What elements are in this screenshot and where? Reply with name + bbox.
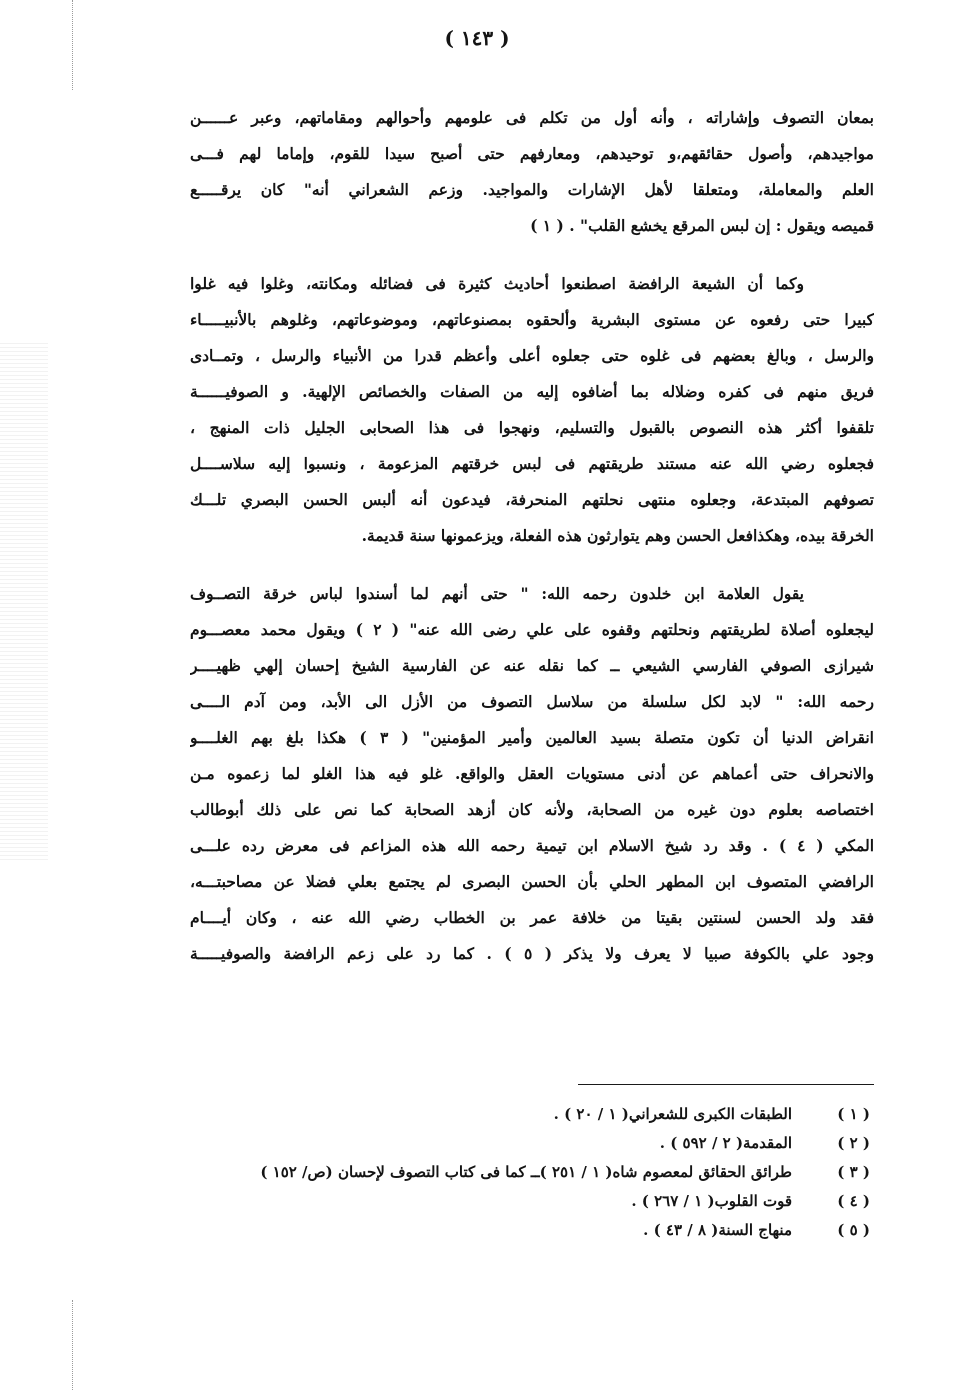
footnote <box>170 1100 870 1129</box>
text-line: يقول العلامة ابن خلدون رحمه الله: " حتى أنهم لما أسندوا لباس خرقة التصــوف <box>190 584 804 603</box>
footnote-number: ( ٤ ) <box>837 1192 870 1210</box>
text-line: وكما أن الشيعة الرافضة اصطنعوا أحاديث كثيرة فى فضائله ومكانته، وغلوا فيه غلوا <box>190 274 804 293</box>
text-line: والانحراف حتى أعماهم عن أدنى مستويات العقل والواقع. غلو فيه هذا الغلو لما زعموه مـن <box>190 764 874 783</box>
footnote <box>170 1187 870 1216</box>
text-line: تلقفوا أكثر هذه النصوص بالقبول والتسليم، ونهجوا فى هذا الصحابى الجليل ذات المنهج ، <box>190 418 874 437</box>
body-text <box>190 100 874 994</box>
footnotes <box>170 1100 870 1245</box>
text-line: اختصاصه بعلوم دون غيره من الصحابة، ولأنه كان أزهد الصحابة كما نص على ذلك أبوطالب <box>190 800 874 819</box>
text-line: فجعلوه رضي الله عنه مستند طريقتهم فى لبس خرقتهم المزعومة ، ونسبوا إليه سلاســــل <box>190 454 874 473</box>
text-line: المكي ( ٤ ) . وقد رد شيخ الاسلام ابن تيمية رحمه الله هذه المزاعم فى معرض رده علـــى <box>190 836 874 855</box>
text-line: فريق منهم فى كفره وضلاله بما أضافوه إليه من الصفات والخصائص الإلهية. و الصوفيــــــة <box>190 382 874 401</box>
text-line: شيرازى الصوفي الفارسي الشيعي ــ كما نقله عنه عن الفارسية الشيخ إحسان إلهي ظهيــــر <box>190 656 874 675</box>
footnote-number: ( ١ ) <box>837 1105 870 1123</box>
footnote-number: ( ٢ ) <box>837 1134 870 1152</box>
text-line: الخرقة بيده، وهكذافعل الحسن وهم يتوارثون هذه الفعلة، ويزعمونها سنة قديمة. <box>361 526 874 545</box>
text-line: انقراض الدنيا أن تكون متصلة بسيد العالمين وأمير المؤمنين" ( ٣ ) هكذا بلغ بهم الغلــــو <box>190 728 874 747</box>
footnote <box>170 1129 870 1158</box>
footnote-text: المقدمة( ٢ / ٥٩٢ ) . <box>659 1134 792 1152</box>
text-line: ليجعلوه أصلاة لطريقتهم ونحلتهم وقفوه على علي رضى الله عنه" ( ٢ ) ويقول محمد معصـــوم <box>190 620 874 639</box>
footnote-text: منهاج السنة( ٨ / ٤٣ ) . <box>643 1221 792 1239</box>
text-line: وجود علي بالكوفة صبيا لا يعرف ولا يذكر ( ٥ ) . كما رد على زعم الرافضة والصوفيـــــة <box>190 944 874 963</box>
footnote-text: قوت القلوب( ١ / ٢٦٧ ) . <box>631 1192 792 1210</box>
page-number: ( ١٤٣ ) <box>444 26 510 50</box>
paragraph-1 <box>190 100 874 244</box>
footnote-number: ( ٣ ) <box>837 1163 870 1181</box>
footnote-text: طرائق الحقائق لمعصوم شاه( ١ / ٢٥١ )ــ كما فى كتاب التصوف لإحسان (ص/ ١٥٢ ) <box>260 1163 792 1181</box>
text-line: فقد ولد الحسن لسنتين بقيتا من خلافة عمر بن الخطاب رضي الله عنه ، وكان أيــــام <box>190 908 874 927</box>
footnote-number: ( ٥ ) <box>837 1221 870 1239</box>
text-line: بمعان التصوف وإشاراته ، وأنه أول من تكلم فى علومهم وأحوالهم ومقاماتهم، وعبر عــــــن <box>190 108 874 127</box>
text-line: مواجيدهم، وأصول حقائقهم،و توحيدهم، ومعارفهم حتى أصبح سيدا للقوم، وإماما لهم فـــى <box>190 144 874 163</box>
text-line: العلم والمعاملة، ومتعلقا لأهل الإشارات والمواجيد. وزعم الشعراني أنه" كان يرقـــــع <box>190 180 874 199</box>
fold-mark-bottom <box>72 1300 74 1390</box>
text-line: قميصه ويقول : إن لبس المرقع يخشع القلب" . ( ١ ) <box>530 216 874 235</box>
footnote <box>170 1216 870 1245</box>
footnote <box>170 1158 870 1187</box>
footnote-text: الطبقات الكبرى للشعراني( ١ / ٢٠ ) . <box>553 1105 792 1123</box>
text-line: تصوفهم المبتدعة، وجعلوه منتهى نحلتهم المنحرفة، فيدعون أنه ألبس الحسن البصري تلـــك <box>190 490 874 509</box>
text-line: كبيرا حتى رفعوه عن مستوى البشرية وألحقوه بمصنوعاتهم، وموضوعاتهم، وغلوهم بالأنبيـــــاء <box>190 310 874 329</box>
text-line: والرسل ، وبالغ بعضهم فى غلوه حتى جعلوه أعلى وأعظم قدرا من الأنبياء والرسل ، وتمــادى <box>190 346 874 365</box>
text-line: رحمه الله: " لابد لكل سلسلة من سلاسل التصوف من الأزل الى الأبد، ومن آدم الــــى <box>190 692 874 711</box>
text-line: الرافضي المتصوف ابن المطهر الحلي بأن الحسن البصرى لم يجتمع بعلي فضلا عن مصاحبتـــه، <box>190 872 874 891</box>
paragraph-2 <box>190 266 874 554</box>
scan-edge-shading <box>0 340 48 860</box>
footnote-separator <box>578 1084 874 1085</box>
paragraph-3 <box>190 576 874 972</box>
